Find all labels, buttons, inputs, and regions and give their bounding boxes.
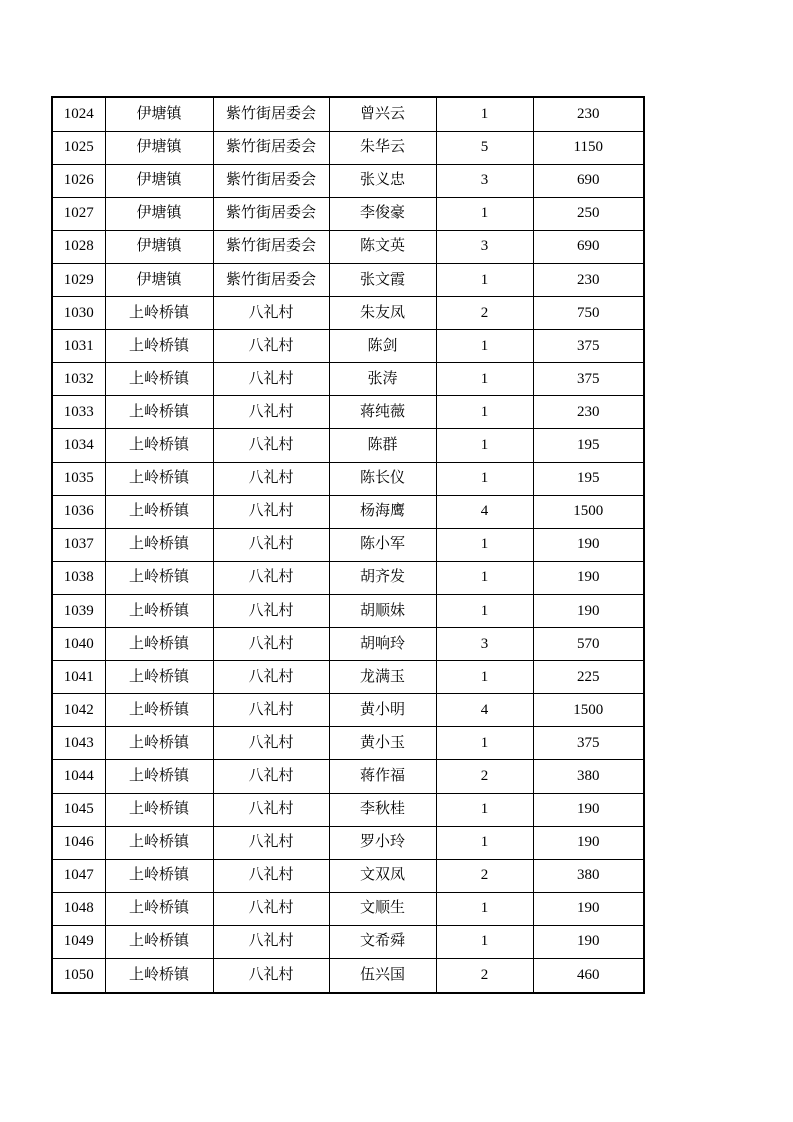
cell-person-name: 伍兴国 [329, 958, 436, 993]
cell-serial-number: 1041 [52, 661, 105, 694]
table-body [52, 97, 644, 993]
cell-serial-number: 1028 [52, 230, 105, 263]
cell-town: 伊塘镇 [105, 264, 213, 297]
cell-serial-number: 1034 [52, 429, 105, 462]
table-row [52, 892, 644, 925]
cell-person-name: 黄小玉 [329, 727, 436, 760]
cell-person-name: 李秋桂 [329, 793, 436, 826]
cell-count: 1 [436, 826, 533, 859]
cell-person-name: 胡顺妹 [329, 594, 436, 627]
cell-serial-number: 1030 [52, 297, 105, 330]
cell-count: 4 [436, 495, 533, 528]
table-row [52, 297, 644, 330]
table-row [52, 628, 644, 661]
cell-person-name: 陈群 [329, 429, 436, 462]
table-row [52, 760, 644, 793]
cell-serial-number: 1029 [52, 264, 105, 297]
cell-village: 八礼村 [213, 462, 329, 495]
cell-village: 紫竹街居委会 [213, 97, 329, 131]
cell-town: 上岭桥镇 [105, 760, 213, 793]
table-row [52, 131, 644, 164]
cell-village: 八礼村 [213, 561, 329, 594]
cell-serial-number: 1039 [52, 594, 105, 627]
cell-amount: 230 [533, 396, 644, 429]
cell-count: 1 [436, 561, 533, 594]
cell-person-name: 陈文英 [329, 230, 436, 263]
cell-town: 上岭桥镇 [105, 826, 213, 859]
table-row [52, 793, 644, 826]
cell-village: 八礼村 [213, 661, 329, 694]
cell-amount: 380 [533, 859, 644, 892]
cell-serial-number: 1026 [52, 164, 105, 197]
cell-village: 八礼村 [213, 925, 329, 958]
cell-amount: 190 [533, 793, 644, 826]
cell-serial-number: 1049 [52, 925, 105, 958]
cell-town: 上岭桥镇 [105, 495, 213, 528]
cell-village: 八礼村 [213, 760, 329, 793]
cell-person-name: 龙满玉 [329, 661, 436, 694]
cell-count: 1 [436, 97, 533, 131]
cell-amount: 1500 [533, 694, 644, 727]
cell-village: 八礼村 [213, 594, 329, 627]
cell-amount: 690 [533, 164, 644, 197]
cell-serial-number: 1038 [52, 561, 105, 594]
cell-person-name: 蒋作福 [329, 760, 436, 793]
cell-count: 1 [436, 925, 533, 958]
cell-amount: 1150 [533, 131, 644, 164]
cell-serial-number: 1043 [52, 727, 105, 760]
table-row [52, 859, 644, 892]
cell-amount: 375 [533, 727, 644, 760]
cell-count: 1 [436, 528, 533, 561]
cell-town: 上岭桥镇 [105, 429, 213, 462]
cell-person-name: 蒋纯薇 [329, 396, 436, 429]
cell-count: 3 [436, 628, 533, 661]
cell-serial-number: 1040 [52, 628, 105, 661]
cell-count: 1 [436, 396, 533, 429]
cell-count: 1 [436, 594, 533, 627]
cell-person-name: 文顺生 [329, 892, 436, 925]
cell-count: 1 [436, 363, 533, 396]
cell-village: 八礼村 [213, 859, 329, 892]
cell-serial-number: 1037 [52, 528, 105, 561]
table-row [52, 694, 644, 727]
cell-person-name: 张文霞 [329, 264, 436, 297]
cell-count: 3 [436, 230, 533, 263]
cell-serial-number: 1045 [52, 793, 105, 826]
cell-town: 上岭桥镇 [105, 694, 213, 727]
cell-village: 八礼村 [213, 528, 329, 561]
cell-village: 八礼村 [213, 495, 329, 528]
cell-count: 1 [436, 462, 533, 495]
cell-amount: 190 [533, 561, 644, 594]
cell-count: 1 [436, 330, 533, 363]
cell-village: 八礼村 [213, 396, 329, 429]
cell-count: 1 [436, 793, 533, 826]
cell-count: 2 [436, 760, 533, 793]
table-row [52, 826, 644, 859]
cell-town: 上岭桥镇 [105, 892, 213, 925]
cell-person-name: 文双凤 [329, 859, 436, 892]
cell-serial-number: 1035 [52, 462, 105, 495]
cell-person-name: 朱友凤 [329, 297, 436, 330]
cell-amount: 1500 [533, 495, 644, 528]
cell-village: 紫竹街居委会 [213, 131, 329, 164]
cell-town: 上岭桥镇 [105, 396, 213, 429]
cell-amount: 195 [533, 429, 644, 462]
cell-village: 八礼村 [213, 727, 329, 760]
cell-village: 八礼村 [213, 826, 329, 859]
cell-amount: 570 [533, 628, 644, 661]
cell-town: 上岭桥镇 [105, 925, 213, 958]
cell-amount: 460 [533, 958, 644, 993]
cell-town: 伊塘镇 [105, 230, 213, 263]
cell-serial-number: 1048 [52, 892, 105, 925]
cell-count: 4 [436, 694, 533, 727]
table-row [52, 925, 644, 958]
cell-count: 2 [436, 958, 533, 993]
cell-village: 八礼村 [213, 694, 329, 727]
cell-amount: 230 [533, 97, 644, 131]
cell-amount: 230 [533, 264, 644, 297]
cell-amount: 690 [533, 230, 644, 263]
table-row [52, 561, 644, 594]
cell-person-name: 陈剑 [329, 330, 436, 363]
cell-serial-number: 1025 [52, 131, 105, 164]
table-row [52, 528, 644, 561]
cell-amount: 250 [533, 197, 644, 230]
cell-serial-number: 1046 [52, 826, 105, 859]
cell-amount: 190 [533, 594, 644, 627]
cell-person-name: 曾兴云 [329, 97, 436, 131]
cell-person-name: 李俊豪 [329, 197, 436, 230]
cell-town: 上岭桥镇 [105, 363, 213, 396]
cell-town: 伊塘镇 [105, 164, 213, 197]
cell-serial-number: 1042 [52, 694, 105, 727]
table-row [52, 495, 644, 528]
cell-town: 上岭桥镇 [105, 528, 213, 561]
cell-person-name: 陈长仪 [329, 462, 436, 495]
cell-amount: 225 [533, 661, 644, 694]
cell-town: 上岭桥镇 [105, 561, 213, 594]
table-row [52, 594, 644, 627]
cell-person-name: 张义忠 [329, 164, 436, 197]
cell-person-name: 罗小玲 [329, 826, 436, 859]
cell-amount: 750 [533, 297, 644, 330]
cell-amount: 375 [533, 363, 644, 396]
cell-person-name: 杨海鹰 [329, 495, 436, 528]
data-table [51, 96, 645, 994]
cell-serial-number: 1044 [52, 760, 105, 793]
cell-serial-number: 1024 [52, 97, 105, 131]
table-row [52, 197, 644, 230]
cell-count: 2 [436, 859, 533, 892]
cell-town: 上岭桥镇 [105, 628, 213, 661]
cell-person-name: 文希舜 [329, 925, 436, 958]
table-row [52, 958, 644, 993]
cell-amount: 375 [533, 330, 644, 363]
table-row [52, 97, 644, 131]
cell-person-name: 胡齐发 [329, 561, 436, 594]
table-row [52, 396, 644, 429]
cell-count: 1 [436, 892, 533, 925]
cell-village: 八礼村 [213, 363, 329, 396]
cell-person-name: 张涛 [329, 363, 436, 396]
cell-village: 八礼村 [213, 330, 329, 363]
table-row [52, 230, 644, 263]
table-row [52, 363, 644, 396]
table-row [52, 164, 644, 197]
table-row [52, 661, 644, 694]
cell-village: 八礼村 [213, 958, 329, 993]
cell-count: 2 [436, 297, 533, 330]
cell-village: 八礼村 [213, 793, 329, 826]
cell-count: 1 [436, 264, 533, 297]
cell-count: 1 [436, 429, 533, 462]
cell-town: 上岭桥镇 [105, 958, 213, 993]
cell-serial-number: 1036 [52, 495, 105, 528]
cell-village: 紫竹街居委会 [213, 230, 329, 263]
cell-village: 八礼村 [213, 297, 329, 330]
cell-town: 上岭桥镇 [105, 859, 213, 892]
cell-village: 八礼村 [213, 429, 329, 462]
cell-count: 1 [436, 727, 533, 760]
cell-town: 上岭桥镇 [105, 594, 213, 627]
cell-town: 伊塘镇 [105, 97, 213, 131]
table-row [52, 264, 644, 297]
cell-count: 1 [436, 661, 533, 694]
cell-amount: 190 [533, 528, 644, 561]
cell-town: 伊塘镇 [105, 197, 213, 230]
cell-amount: 190 [533, 925, 644, 958]
cell-town: 上岭桥镇 [105, 462, 213, 495]
cell-count: 5 [436, 131, 533, 164]
cell-person-name: 陈小军 [329, 528, 436, 561]
cell-serial-number: 1032 [52, 363, 105, 396]
cell-amount: 190 [533, 892, 644, 925]
table-row [52, 727, 644, 760]
cell-serial-number: 1027 [52, 197, 105, 230]
cell-town: 上岭桥镇 [105, 330, 213, 363]
cell-person-name: 黄小明 [329, 694, 436, 727]
cell-amount: 195 [533, 462, 644, 495]
cell-count: 3 [436, 164, 533, 197]
cell-town: 上岭桥镇 [105, 661, 213, 694]
cell-count: 1 [436, 197, 533, 230]
cell-person-name: 朱华云 [329, 131, 436, 164]
cell-person-name: 胡响玲 [329, 628, 436, 661]
cell-town: 伊塘镇 [105, 131, 213, 164]
cell-serial-number: 1033 [52, 396, 105, 429]
cell-serial-number: 1031 [52, 330, 105, 363]
cell-village: 紫竹街居委会 [213, 264, 329, 297]
table-row [52, 330, 644, 363]
table-row [52, 462, 644, 495]
cell-town: 上岭桥镇 [105, 727, 213, 760]
cell-village: 八礼村 [213, 628, 329, 661]
cell-village: 八礼村 [213, 892, 329, 925]
cell-town: 上岭桥镇 [105, 297, 213, 330]
cell-serial-number: 1047 [52, 859, 105, 892]
cell-village: 紫竹街居委会 [213, 164, 329, 197]
cell-town: 上岭桥镇 [105, 793, 213, 826]
table-row [52, 429, 644, 462]
cell-amount: 190 [533, 826, 644, 859]
cell-village: 紫竹街居委会 [213, 197, 329, 230]
cell-amount: 380 [533, 760, 644, 793]
cell-serial-number: 1050 [52, 958, 105, 993]
